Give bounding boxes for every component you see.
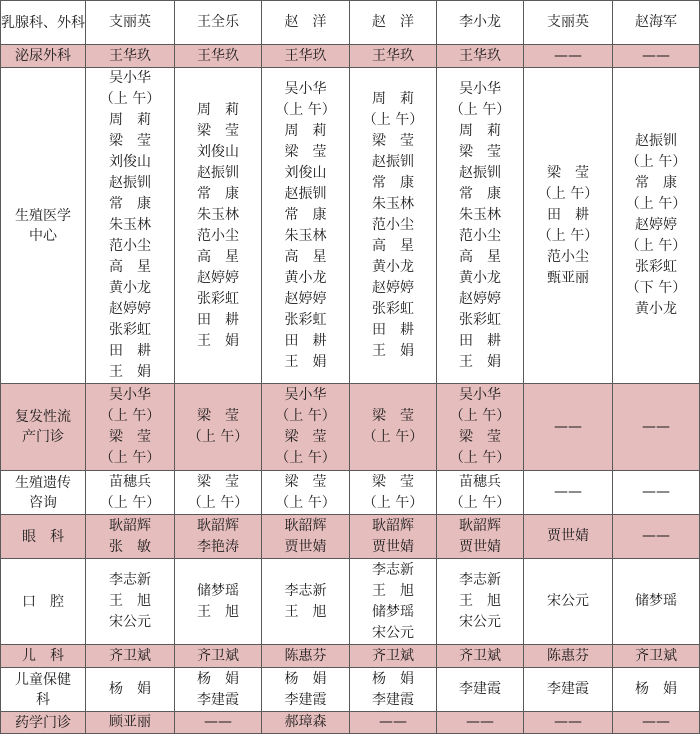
schedule-cell: [613, 1, 700, 45]
department-label: [1, 471, 86, 515]
cell-line: 朱玉林: [284, 227, 327, 244]
cell-line: 赵振钏: [109, 175, 151, 191]
schedule-cell: [262, 471, 350, 515]
cell-line: 朱玉林: [197, 206, 239, 223]
cell-line: ——: [642, 528, 670, 544]
cell-line: 黄小龙: [635, 301, 677, 317]
cell-line: 刘俊山: [109, 154, 151, 170]
cell-line: （上 午）: [625, 238, 687, 254]
cell-line: 王华玖: [284, 47, 327, 64]
cell-line: 杨 娟: [197, 670, 239, 687]
cell-line: 甄亚丽: [547, 269, 589, 286]
cell-line: 齐卫斌: [109, 647, 151, 664]
schedule-cell: [262, 668, 350, 712]
cell-line: 王 娟: [197, 332, 239, 349]
cell-line: （上 午）: [187, 429, 249, 445]
cell-line: 梁 莹: [197, 473, 239, 490]
schedule-cell: [613, 559, 700, 645]
table-row: [1, 515, 700, 559]
cell-line: 田 耕: [372, 322, 414, 338]
cell-line: 梁 莹: [372, 133, 414, 149]
cell-line: 赵振钏: [284, 185, 327, 202]
cell-line: 耿韶辉: [109, 517, 151, 534]
cell-line: 张 敏: [109, 538, 151, 555]
schedule-cell: [437, 645, 524, 668]
cell-line: （上 午）: [99, 91, 161, 107]
schedule-cell: [262, 384, 350, 471]
schedule-cell: [524, 45, 613, 68]
cell-line: 儿童保健: [15, 671, 71, 688]
cell-line: 周 莉: [459, 122, 501, 139]
cell-line: 泌尿外科: [15, 48, 71, 64]
cell-line: 王 娟: [459, 353, 501, 370]
cell-line: 产门诊: [22, 429, 64, 445]
schedule-cell: [524, 668, 613, 712]
cell-line: 杨 娟: [284, 670, 327, 687]
cell-line: 梁 莹: [284, 143, 327, 160]
schedule-cell: [262, 45, 350, 68]
cell-line: 口 腔: [22, 593, 64, 610]
schedule-cell: [175, 384, 262, 471]
cell-line: 张彩虹: [197, 290, 239, 307]
cell-line: 陈惠芬: [284, 647, 327, 664]
cell-line: 梁 莹: [197, 122, 239, 139]
schedule-cell: [350, 45, 437, 68]
cell-line: 赵海军: [635, 14, 677, 30]
cell-line: 黄小龙: [109, 280, 151, 296]
table-row: [1, 68, 700, 384]
schedule-cell: [262, 645, 350, 668]
schedule-cell: [524, 384, 613, 471]
cell-line: 储梦瑶: [372, 603, 414, 620]
cell-line: 赵振钏: [372, 154, 414, 170]
cell-line: 齐卫斌: [197, 647, 239, 664]
schedule-cell: [437, 559, 524, 645]
cell-line: 赵婷婷: [197, 269, 239, 286]
cell-line: 梁 莹: [372, 473, 414, 490]
cell-line: 科: [36, 691, 50, 708]
cell-line: 梁 莹: [459, 143, 501, 160]
cell-line: ——: [642, 418, 670, 435]
cell-line: 高 星: [284, 248, 327, 265]
cell-line: （上 午）: [537, 227, 599, 244]
cell-line: 朱玉林: [372, 196, 414, 212]
cell-line: 药学门诊: [15, 714, 71, 731]
cell-line: 周 莉: [372, 91, 414, 107]
cell-line: 高 星: [459, 248, 501, 265]
schedule-cell: [86, 645, 175, 668]
cell-line: 齐卫斌: [635, 647, 677, 664]
cell-line: 李建霞: [197, 691, 239, 708]
schedule-cell: [437, 1, 524, 45]
schedule-cell: [437, 68, 524, 384]
cell-line: ——: [466, 714, 494, 730]
schedule-cell: [437, 384, 524, 471]
cell-line: 李建霞: [459, 681, 501, 697]
cell-line: ——: [554, 418, 582, 435]
cell-line: 储梦瑶: [635, 593, 677, 609]
cell-line: （上 午）: [449, 450, 511, 466]
schedule-cell: [524, 1, 613, 45]
department-label: [1, 68, 86, 384]
cell-line: 吴小华: [459, 80, 501, 97]
cell-line: 田 耕: [109, 343, 151, 359]
cell-line: 梁 莹: [197, 408, 239, 424]
cell-line: （上 午）: [362, 494, 424, 511]
cell-line: 宋公元: [109, 614, 151, 630]
cell-line: 耿韶辉: [459, 517, 501, 534]
schedule-cell: [262, 68, 350, 384]
cell-line: 赵振钏: [635, 133, 677, 149]
cell-line: 齐卫斌: [372, 647, 414, 664]
cell-line: 赵婷婷: [109, 301, 151, 317]
cell-line: ——: [379, 714, 407, 730]
cell-line: 吴小华: [459, 387, 501, 403]
cell-line: 贾世婧: [284, 538, 327, 555]
cell-line: 梁 莹: [284, 473, 327, 490]
table-row: [1, 559, 700, 645]
cell-line: 常 康: [109, 196, 151, 212]
cell-line: ——: [554, 714, 582, 730]
table-row: [1, 645, 700, 668]
cell-line: （上 午）: [537, 185, 599, 202]
cell-line: 范小尘: [547, 248, 589, 265]
cell-line: 李志新: [459, 572, 501, 588]
department-label: [1, 559, 86, 645]
cell-line: 吴小华: [109, 387, 151, 403]
cell-line: 宋公元: [459, 614, 501, 630]
schedule-cell: [437, 45, 524, 68]
department-label: [1, 645, 86, 668]
schedule-cell: [350, 559, 437, 645]
cell-line: 高 星: [197, 248, 239, 265]
cell-line: 贾世婧: [459, 538, 501, 555]
cell-line: 苗穗兵: [109, 473, 151, 490]
cell-line: 赵振钏: [197, 164, 239, 181]
schedule-cell: [86, 68, 175, 384]
cell-line: （上 午）: [275, 494, 336, 511]
cell-line: 生殖医学: [15, 207, 71, 224]
table-row: [1, 384, 700, 471]
schedule-cell: [86, 559, 175, 645]
cell-line: （上 午）: [99, 450, 161, 466]
cell-line: 刘俊山: [197, 143, 239, 160]
schedule-cell: [524, 645, 613, 668]
cell-line: 王 旭: [109, 593, 151, 609]
cell-line: 周 莉: [109, 112, 151, 128]
cell-line: 杨 娟: [635, 681, 677, 697]
table-row: [1, 45, 700, 68]
schedule-cell: [175, 559, 262, 645]
cell-line: 梁 莹: [109, 133, 151, 149]
schedule-cell: [524, 68, 613, 384]
table-row: [1, 471, 700, 515]
cell-line: 范小尘: [459, 227, 501, 244]
schedule-cell: [86, 384, 175, 471]
cell-line: 梁 莹: [284, 429, 327, 445]
cell-line: 郝璋森: [284, 714, 327, 730]
cell-line: 杨 娟: [109, 681, 151, 697]
cell-line: 张彩虹: [109, 322, 151, 338]
cell-line: （上 午）: [362, 429, 424, 445]
cell-line: （上 午）: [362, 112, 424, 128]
cell-line: 张彩虹: [635, 259, 677, 275]
cell-line: （上 午）: [625, 196, 687, 212]
schedule-cell: [524, 559, 613, 645]
schedule-cell: [524, 515, 613, 559]
cell-line: 黄小龙: [284, 269, 327, 286]
cell-line: 乳腺科、外科: [1, 14, 85, 31]
cell-line: （上 午）: [275, 450, 336, 466]
cell-line: ——: [204, 714, 232, 730]
schedule-cell: [262, 559, 350, 645]
table-row: [1, 1, 700, 45]
cell-line: 赵婷婷: [372, 280, 414, 296]
cell-line: 王 旭: [459, 593, 501, 609]
cell-line: 梁 莹: [459, 429, 501, 445]
cell-line: 王 旭: [372, 582, 414, 599]
schedule-cell: [524, 471, 613, 515]
schedule-cell: [175, 68, 262, 384]
cell-line: 王 娟: [284, 353, 327, 370]
cell-line: 李建霞: [547, 681, 589, 697]
cell-line: 田 耕: [547, 206, 589, 223]
schedule-cell: [613, 668, 700, 712]
cell-line: 周 莉: [284, 122, 327, 139]
schedule-cell: [350, 515, 437, 559]
cell-line: （上 午）: [99, 494, 161, 511]
cell-line: 咨询: [29, 494, 57, 511]
schedule-cell: [613, 45, 700, 68]
cell-line: 储梦瑶: [197, 582, 239, 599]
cell-line: 赵振钏: [459, 164, 501, 181]
cell-line: 王 娟: [372, 343, 414, 359]
cell-line: 张彩虹: [372, 301, 414, 317]
cell-line: 梁 莹: [109, 429, 151, 445]
cell-line: 赵婷婷: [459, 290, 501, 307]
cell-line: 王 旭: [197, 603, 239, 620]
cell-line: 黄小龙: [372, 259, 414, 275]
cell-line: ——: [642, 47, 670, 64]
schedule-cell: [350, 384, 437, 471]
cell-line: 李志新: [109, 572, 151, 588]
schedule-cell: [86, 1, 175, 45]
cell-line: （上 午）: [449, 408, 511, 424]
cell-line: 宋公元: [547, 593, 589, 609]
schedule-cell: [86, 515, 175, 559]
cell-line: 赵婷婷: [635, 217, 677, 233]
cell-line: 王 娟: [109, 364, 151, 380]
schedule-cell: [350, 471, 437, 515]
schedule-cell: [175, 1, 262, 45]
cell-line: （上 午）: [449, 494, 511, 511]
cell-line: （上 午）: [449, 101, 511, 118]
cell-line: 耿韶辉: [372, 517, 414, 534]
cell-line: 中心: [29, 227, 57, 244]
cell-line: 吴小华: [284, 80, 327, 97]
cell-line: ——: [642, 484, 670, 500]
cell-line: 李艳涛: [197, 538, 239, 555]
cell-line: 李小龙: [459, 14, 501, 30]
schedule-cell: [86, 668, 175, 712]
schedule-cell: [613, 68, 700, 384]
cell-line: 杨 娟: [372, 670, 414, 687]
cell-line: （上 午）: [187, 494, 249, 511]
cell-line: 王全乐: [197, 14, 239, 30]
schedule-cell: [613, 515, 700, 559]
cell-line: 黄小龙: [459, 269, 501, 286]
cell-line: 高 星: [109, 259, 151, 275]
cell-line: 王华玖: [459, 47, 501, 64]
cell-line: 梁 莹: [372, 408, 414, 424]
schedule-cell: [175, 45, 262, 68]
cell-line: ——: [554, 484, 582, 500]
cell-line: 田 耕: [284, 332, 327, 349]
cell-line: 儿 科: [22, 648, 64, 664]
schedule-cell: [86, 471, 175, 515]
schedule-cell: [437, 515, 524, 559]
cell-line: （上 午）: [275, 101, 336, 118]
cell-line: 刘俊山: [284, 164, 327, 181]
cell-line: 高 星: [372, 238, 414, 254]
cell-line: 耿韶辉: [197, 517, 239, 534]
department-label: [1, 1, 86, 45]
cell-line: 常 康: [635, 175, 677, 191]
schedule-cell: [350, 1, 437, 45]
cell-line: 常 康: [197, 185, 239, 202]
schedule-cell: [613, 384, 700, 471]
cell-line: 复发性流: [15, 409, 71, 425]
cell-line: ——: [642, 714, 670, 730]
department-label: [1, 668, 86, 712]
cell-line: 贾世婧: [372, 538, 414, 555]
schedule-cell: [350, 645, 437, 668]
schedule-cell: [262, 1, 350, 45]
cell-line: （上 午）: [99, 408, 161, 424]
cell-line: 宋公元: [372, 624, 414, 641]
cell-line: 朱玉林: [109, 217, 151, 233]
cell-line: 苗穗兵: [459, 473, 501, 490]
schedule-cell: [175, 471, 262, 515]
cell-line: 生殖遗传: [15, 474, 71, 491]
cell-line: 李志新: [284, 582, 327, 599]
schedule-cell: [262, 515, 350, 559]
cell-line: 吴小华: [284, 387, 327, 403]
cell-line: （上 午）: [625, 154, 687, 170]
cell-line: 支丽英: [109, 14, 151, 30]
schedule-cell: [613, 645, 700, 668]
schedule-cell: [613, 471, 700, 515]
table-row: [1, 668, 700, 712]
cell-line: 周 莉: [197, 101, 239, 118]
schedule-cell: [437, 471, 524, 515]
cell-line: 常 康: [284, 206, 327, 223]
schedule-cell: [175, 668, 262, 712]
schedule-cell: [350, 68, 437, 384]
department-label: [1, 384, 86, 471]
cell-line: 王华玖: [197, 47, 239, 64]
cell-line: 朱玉林: [459, 206, 501, 223]
cell-line: 范小尘: [372, 217, 414, 233]
schedule-cell: [175, 645, 262, 668]
cell-line: 陈惠芬: [547, 647, 589, 664]
department-label: [1, 515, 86, 559]
schedule-cell: [86, 45, 175, 68]
cell-line: 范小尘: [197, 227, 239, 244]
schedule-cell: [437, 668, 524, 712]
cell-line: 王华玖: [372, 47, 414, 64]
cell-line: 吴小华: [109, 70, 151, 86]
schedule-body: [1, 1, 700, 734]
cell-line: 王 旭: [284, 603, 327, 620]
cell-line: 田 耕: [459, 332, 501, 349]
cell-line: （上 午）: [275, 408, 336, 424]
cell-line: 赵 洋: [372, 14, 414, 30]
cell-line: 李建霞: [284, 691, 327, 708]
schedule-cell: [175, 515, 262, 559]
cell-line: 王华玖: [109, 47, 151, 64]
cell-line: 田 耕: [197, 311, 239, 328]
cell-line: 张彩虹: [459, 311, 501, 328]
cell-line: 赵婷婷: [284, 290, 327, 307]
cell-line: ——: [554, 47, 582, 64]
cell-line: 李志新: [372, 561, 414, 578]
cell-line: 李建霞: [372, 691, 414, 708]
cell-line: 赵 洋: [284, 14, 327, 30]
cell-line: 常 康: [459, 185, 501, 202]
cell-line: 张彩虹: [284, 311, 327, 328]
cell-line: 梁 莹: [547, 164, 589, 181]
department-label: [1, 45, 86, 68]
schedule-cell: [350, 668, 437, 712]
cell-line: （下 午）: [625, 280, 687, 296]
cell-line: 齐卫斌: [459, 647, 501, 664]
cell-line: 顾亚丽: [109, 714, 151, 730]
cell-line: 范小尘: [109, 238, 151, 254]
cell-line: 眼 科: [22, 528, 64, 545]
cell-line: 耿韶辉: [284, 517, 327, 534]
cell-line: 支丽英: [547, 14, 589, 30]
cell-line: 贾世婧: [547, 528, 589, 544]
cell-line: 常 康: [372, 175, 414, 191]
